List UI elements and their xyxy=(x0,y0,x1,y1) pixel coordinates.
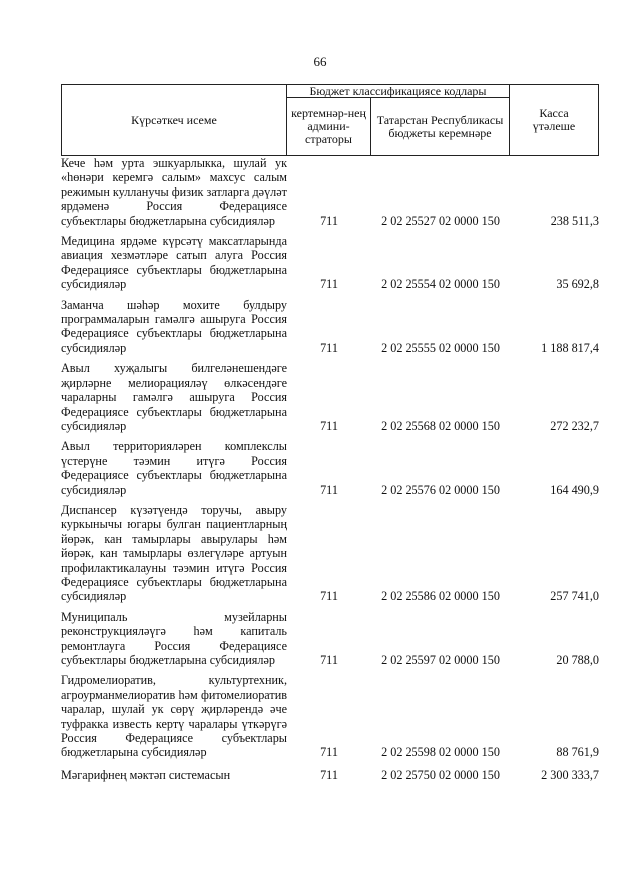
header-revenue-code: Татарстан Республикасы бюджеты керемнәре xyxy=(370,97,510,156)
row-revenue-code: 2 02 25597 02 0000 150 xyxy=(381,653,500,667)
row-description: Мәгарифнең мәктәп системасын xyxy=(61,767,231,782)
header-admin-code: кертемнәр-нең админи-страторы xyxy=(286,97,371,156)
table-row xyxy=(61,503,599,604)
table-row xyxy=(61,610,599,668)
row-amount: 20 788,0 xyxy=(556,653,599,667)
row-admin-code: 711 xyxy=(320,213,338,228)
row-description: Авыл территорияләрен комплекслы үстерүне тәэмин итүгә Россия Федерациясе субъектлары бюджетларына субсидияләр xyxy=(61,439,287,497)
row-description: Авыл хуҗалыгы билгеләнешендәге җирләрне мелиорацияләү өлкәсендәге чараларны гамәлгә ашыруга Россия Федерациясе субъектлары бюджетларына субсидияләр xyxy=(61,361,287,433)
page-number: 66 xyxy=(313,54,327,69)
row-admin-code: 711 xyxy=(320,767,338,782)
header-cash-line-2: үтәлеше xyxy=(532,119,576,133)
row-amount: 88 761,9 xyxy=(556,745,599,760)
row-admin-code: 711 xyxy=(320,340,338,355)
row-revenue-code: 2 02 25576 02 0000 150 xyxy=(381,482,500,497)
table-row xyxy=(61,439,599,497)
row-description: Диспансер күзәтүендә торучы, авыру куркынычы югары булган пациентларның йөрәк, кан тамырлары авырулары һәм йөрәк, кан тамырлары өзлегүләре артуын профилактикалауны тәэмин итүгә Россия Федерациясе субъектлары бюджетларына субсидияләр xyxy=(61,502,287,604)
row-description: Гидромелиоратив, культуртехник, агроурманмелиоратив һәм фитомелиоратив чаралар, шулай ук сөрү җирләрендә әче туфракка известь кертү чаралары үткәрүгә Россия Федерациясе субъектлары бюджетларына субсидияләр xyxy=(61,673,287,760)
header-budget-codes-group: Бюджет классификациясе кодлары xyxy=(286,84,510,98)
table-row xyxy=(61,768,599,782)
row-admin-code: 711 xyxy=(320,745,338,760)
row-revenue-code: 2 02 25554 02 0000 150 xyxy=(381,277,500,292)
row-admin-code: 711 xyxy=(320,653,338,667)
header-cash-line-1: Касса xyxy=(539,106,569,120)
row-revenue-code: 2 02 25555 02 0000 150 xyxy=(381,340,500,355)
row-revenue-code: 2 02 25586 02 0000 150 xyxy=(381,589,500,604)
row-amount: 2 300 333,7 xyxy=(541,767,599,782)
row-revenue-code: 2 02 25527 02 0000 150 xyxy=(381,213,500,228)
row-description: Муниципаль музейларны реконструкцияләүгә һәм капиталь ремонтлауга Россия Федерациясе субъектлары бюджетларына субсидияләр xyxy=(61,609,287,667)
header-indicator-name: Күрсәткеч исеме xyxy=(61,84,287,156)
row-amount: 257 741,0 xyxy=(550,589,599,604)
row-amount: 1 188 817,4 xyxy=(541,340,599,355)
table-header xyxy=(61,84,599,156)
table-row xyxy=(61,234,599,292)
table-body xyxy=(61,156,599,788)
row-amount: 272 232,7 xyxy=(550,418,599,433)
row-amount: 238 511,3 xyxy=(550,213,599,228)
table-row xyxy=(61,361,599,433)
row-admin-code: 711 xyxy=(320,418,338,433)
row-admin-code: 711 xyxy=(320,589,338,604)
row-amount: 164 490,9 xyxy=(550,482,599,497)
table-row xyxy=(61,156,599,228)
header-cash-execution xyxy=(509,84,599,156)
row-description: Кече һәм урта эшкуарлыкка, шулай ук «һөнәри керемгә салым» махсус салым режимын кулланучы физик затларга дәүләт ярдәменә Россия Федерациясе субъектлары бюджетларына субсидияләр xyxy=(61,156,287,228)
row-admin-code: 711 xyxy=(320,482,338,497)
row-description: Медицина ярдәме күрсәтү максатларында авиация хезмәтләре сатып алуга Россия Федерациясе субъектлары бюджетларына субсидияләр xyxy=(61,234,287,292)
row-admin-code: 711 xyxy=(320,277,338,292)
row-revenue-code: 2 02 25568 02 0000 150 xyxy=(381,418,500,433)
row-revenue-code: 2 02 25598 02 0000 150 xyxy=(381,745,500,760)
table-row xyxy=(61,673,599,759)
table-row xyxy=(61,298,599,356)
row-description: Заманча шәһәр мохите булдыру программаларын гамәлгә ашыруга Россия Федерациясе субъектлары бюджетларына субсидияләр xyxy=(61,297,287,355)
row-revenue-code: 2 02 25750 02 0000 150 xyxy=(381,767,500,782)
row-amount: 35 692,8 xyxy=(556,277,599,292)
